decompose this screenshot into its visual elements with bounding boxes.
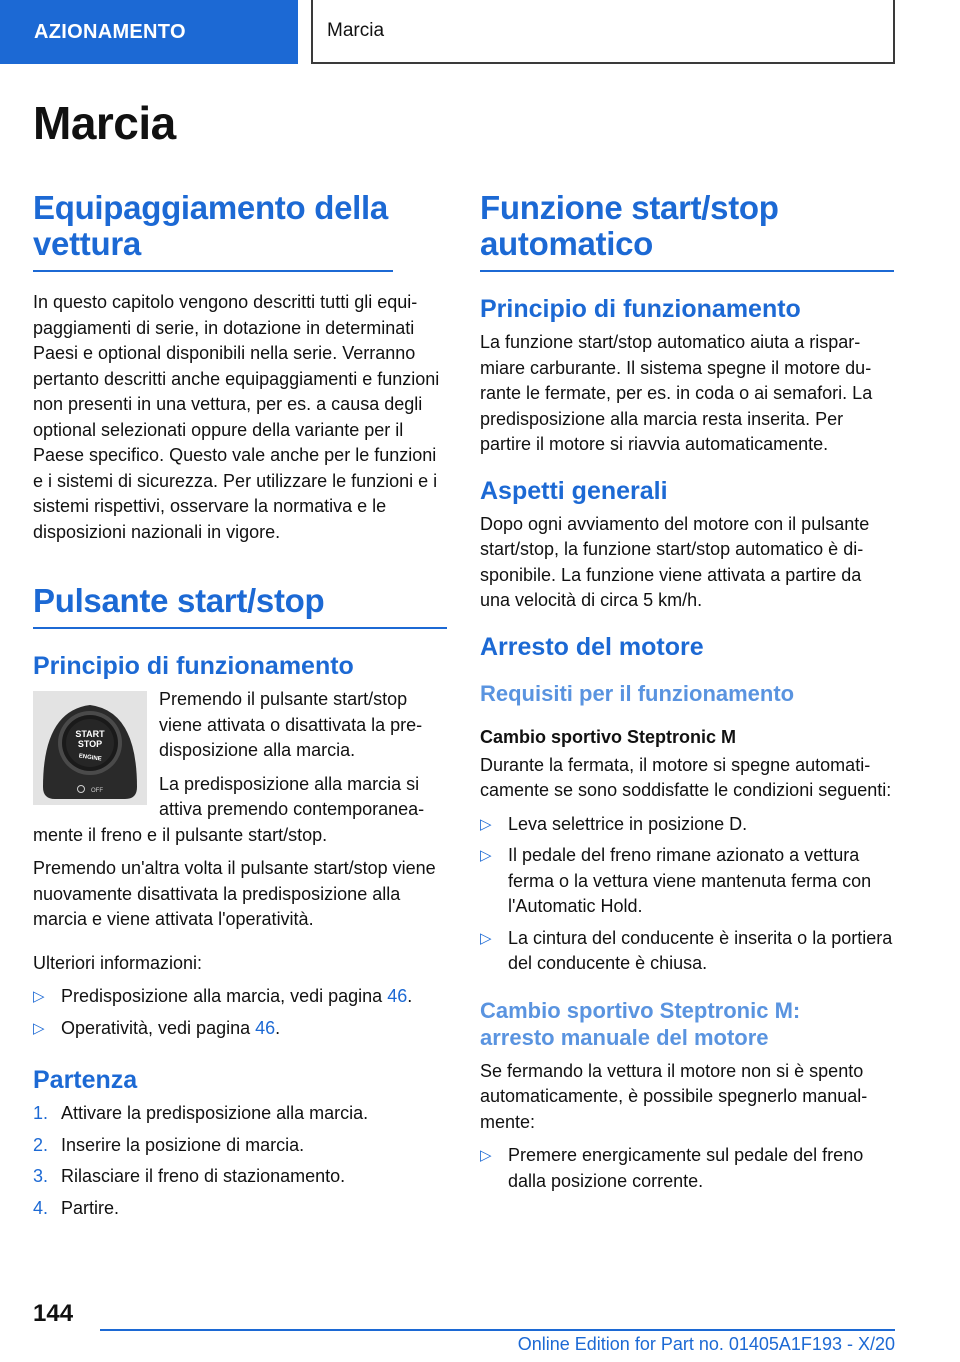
chapter-box (311, 0, 895, 64)
paragraph-cambio: Durante la fermata, il motore si spegne automaticamente se sono soddisfatte le condizioni seguenti: (480, 754, 892, 800)
triangle-bullet-icon: ▷ (480, 929, 492, 947)
page-number: 144 (33, 1300, 74, 1327)
conditions-list (480, 812, 894, 977)
list-item-text: Predisposizione alla marcia, vedi pagina (61, 986, 388, 1006)
list-item-text: Operatività, vedi pagina (61, 1017, 256, 1038)
step-item: 4. Partire. (33, 1197, 120, 1218)
page-link[interactable]: 46 (387, 986, 408, 1006)
list-item: ▷ Predisposizione alla marcia, vedi pagina 46. (33, 984, 447, 1010)
heading-manuale: Cambio sportivo Steptronic M: arresto manuale del motore (480, 997, 801, 1050)
paragraph-manuale: Se fermando la vettura il motore non si è spento automaticamente, è possibile spegnerlo manualmente: (480, 1060, 868, 1132)
page-title: Marcia (33, 97, 176, 149)
footer-divider (100, 1329, 895, 1331)
engine-text: ENGINE (78, 753, 102, 763)
paragraph-principio: La funzione start/stop automatico aiuta a risparmiare carburante. Il sistema spegne il motore durante le fermate, per es. in coda o ai semafori. La predisposizione alla marcia resta inserita. Per partire il motore si riavvia automaticamente. (480, 332, 873, 454)
list-item: ▷ Premere energicamente sul pedale del freno dalla posizione corrente. (480, 1145, 864, 1191)
left-column (33, 190, 447, 1227)
steps-list (33, 1101, 447, 1221)
right-column (480, 190, 894, 1200)
paragraph-aspetti: Dopo ogni avviamento del motore con il pulsante start/stop, la funzione start/stop automatico è disponibile. La funzione viene attivata a partire da una velocità di circa 5 km/h. (480, 513, 870, 610)
triangle-bullet-icon: ▷ (480, 815, 492, 833)
info-list (33, 984, 447, 1041)
triangle-bullet-icon: ▷ (480, 847, 492, 864)
start-text: START (75, 729, 105, 739)
heading-requisiti: Requisiti per il funzionamento (480, 680, 795, 706)
heading-principio-right: Principio di funzionamento (480, 295, 801, 323)
list-item: ▷ Leva selettrice in posizione D. (480, 812, 894, 838)
paragraph-ulteriori: Ulteriori informazioni: (33, 952, 203, 973)
triangle-bullet-icon: ▷ (33, 1019, 45, 1037)
list-item: ▷ La cintura del conducente è inserita o la portiera del conducente è chiusa. (480, 927, 893, 973)
step-item: 3. Rilasciare il freno di stazionamento. (33, 1166, 346, 1186)
page-link[interactable]: 46 (255, 1017, 276, 1038)
paragraph-equipaggiamento: In questo capitolo vengono descritti tutti gli equipaggiamenti di serie, in dotazione in determinati Paesi e optional disponibili nella serie. Verranno pertanto descritti anche equipaggiamenti e funzioni non presenti in una vettura, per es. a causa degli optional selezionati oppure della variante per il Paese specifico. Questo vale anche per le funzioni e i sistemi di sicurezza. Per utilizzare le funzioni e i sistemi rispettivi, osservare la normativa e le disposizioni nazionali in vigore. (33, 292, 440, 542)
step-item: 2. Inserire la posizione di marcia. (33, 1134, 305, 1155)
stop-text: STOP (77, 739, 103, 749)
section-tab (0, 0, 298, 64)
off-text: OFF (91, 788, 103, 794)
start-stop-button-icon (33, 691, 147, 805)
paragraph-premendo: Premendo il pulsante start/stop viene attivata o disattivata la predisposizione alla marcia. (159, 689, 423, 760)
heading-funzione: Funzione start/stop automatico (480, 189, 779, 262)
paragraph-altra-volta: Premendo un'altra volta il pulsante start/stop viene nuovamente disattivata la predisposizione alla marcia e viene attivata l'operatività. (33, 858, 436, 929)
triangle-bullet-icon: ▷ (33, 988, 45, 1005)
footer-edition: Online Edition for Part no. 01405A1F193 - X/20 (517, 1334, 895, 1354)
chapter-label: Marcia (327, 20, 385, 41)
list-item: ▷ Il pedale del freno rimane azionato a vettura ferma o la vettura viene mantenuta ferma con l'Automatic Hold. (480, 845, 872, 916)
heading-principio-left: Principio di funzionamento (33, 652, 354, 680)
triangle-bullet-icon: ▷ (480, 1147, 492, 1164)
heading-aspetti: Aspetti generali (480, 476, 668, 505)
section-label: AZIONAMENTO (34, 20, 186, 43)
step-item: 1. Attivare la predisposizione alla marcia. (33, 1103, 369, 1123)
list-item: ▷ Operatività, vedi pagina 46. (33, 1016, 447, 1042)
heading-partenza: Partenza (33, 1066, 138, 1094)
heading-cambio: Cambio sportivo Steptronic M (480, 726, 737, 747)
manual-list (480, 1143, 894, 1194)
start-stop-button-image (33, 691, 147, 805)
paragraph-predisposizione: La predisposizione alla marcia si attiva premendo contemporaneamente il freno e il pulsante start/stop. (33, 773, 425, 845)
heading-pulsante: Pulsante start/stop (33, 583, 447, 629)
heading-equipaggiamento: Equipaggiamento della vettura (33, 190, 393, 272)
heading-arresto: Arresto del motore (480, 632, 704, 661)
